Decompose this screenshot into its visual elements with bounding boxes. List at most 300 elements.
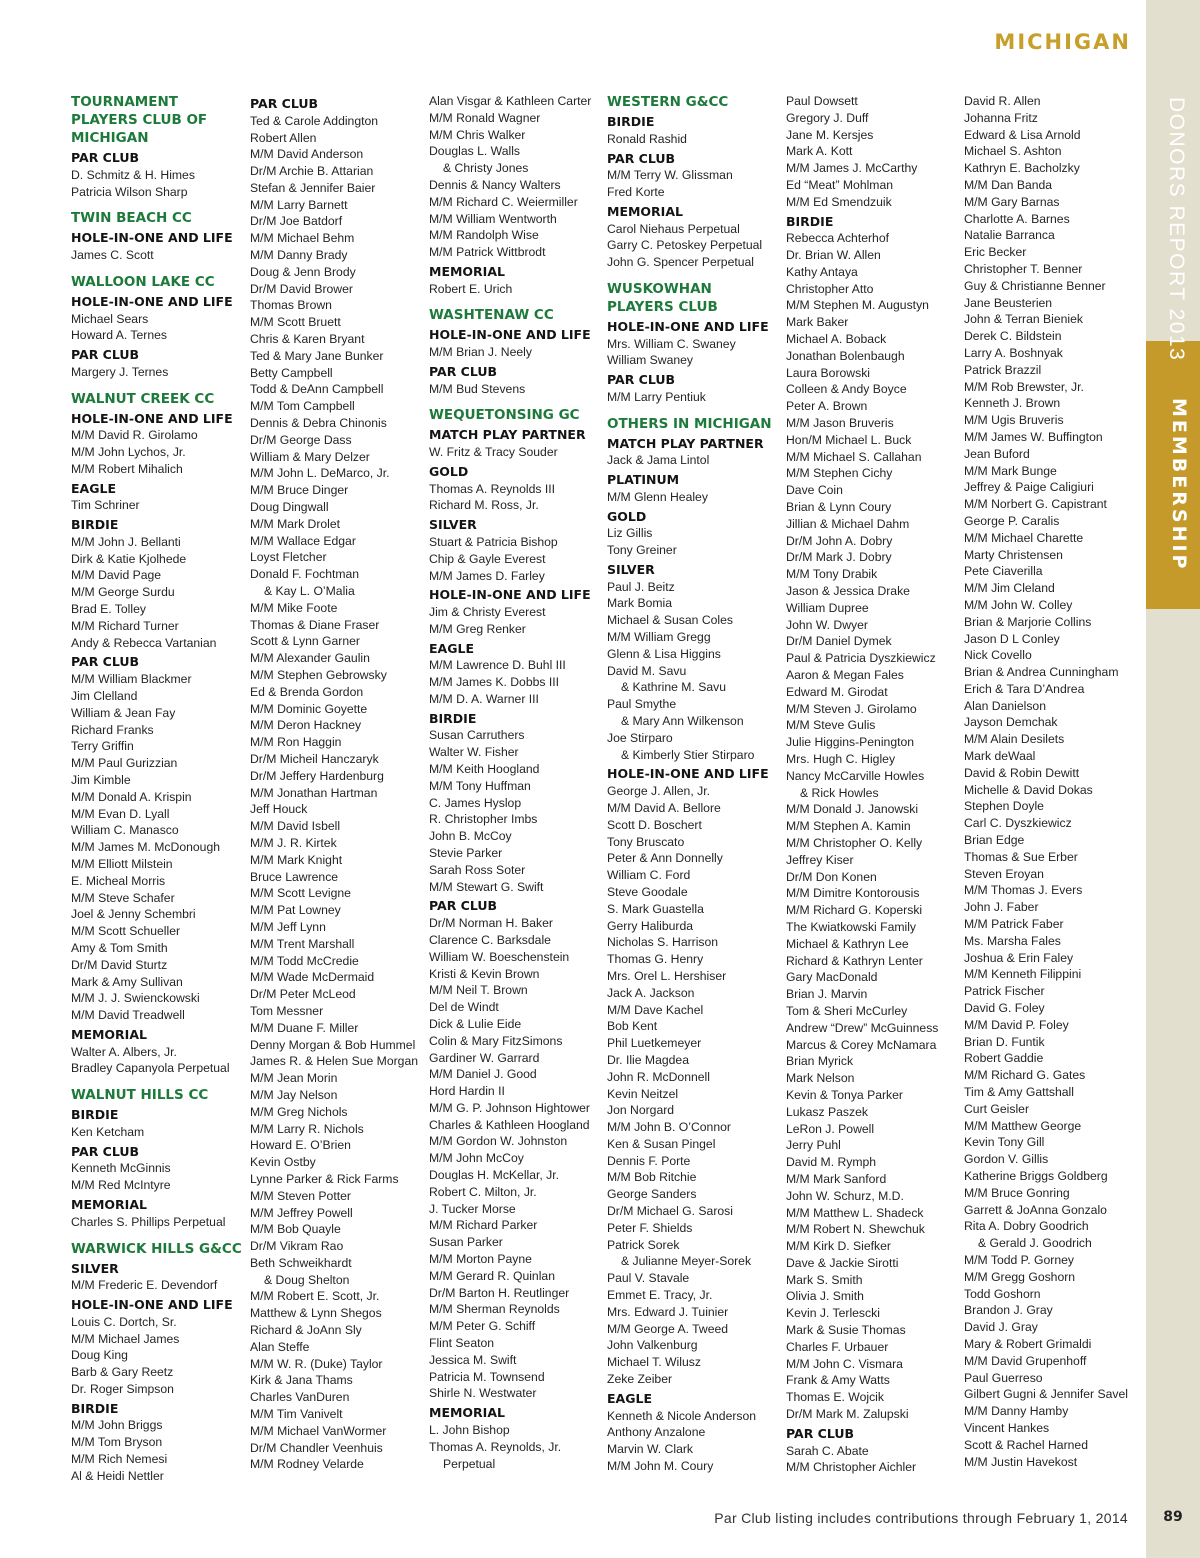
donor-name: Kevin Tony Gill: [964, 1135, 1045, 1150]
club-heading: WALLOON LAKE CC: [71, 273, 215, 290]
donor-name: James C. Scott: [71, 248, 154, 262]
giving-level: HOLE-IN-ONE AND LIFE: [71, 1297, 233, 1312]
giving-level: MEMORIAL: [71, 1197, 147, 1212]
donor-name-continued: & Julianne Meyer-Sorek: [621, 1254, 752, 1269]
donor-name: M/M Evan D. Lyall: [71, 806, 170, 821]
donor-name: Nancy McCarville Howles: [786, 768, 925, 783]
donor-name: Zeke Zeiber: [607, 1372, 673, 1387]
donor-name: Dennis F. Porte: [607, 1153, 691, 1168]
donor-name: M/M James D. Farley: [429, 568, 545, 583]
donor-name: M/M Wallace Edgar: [250, 533, 356, 548]
donor-name: Kenneth J. Brown: [964, 396, 1061, 411]
donor-name: William Dupree: [786, 600, 869, 615]
donor-name: Carl C. Dyszkiewicz: [964, 816, 1072, 831]
giving-level: HOLE-IN-ONE AND LIFE: [607, 766, 769, 782]
donor-name: Dr/M Joe Batdorf: [250, 214, 343, 229]
donor-name: Del de Windt: [429, 1000, 499, 1015]
donor-name: Michael S. Ashton: [964, 144, 1062, 159]
donor-name: M/M Jay Nelson: [250, 1087, 338, 1102]
donor-name: Tim & Amy Gattshall: [964, 1085, 1074, 1100]
donor-name: M/M Tom Bryson: [71, 1435, 163, 1450]
donor-name: M/M George A. Tweed: [607, 1321, 729, 1336]
donor-name: William & Mary Delzer: [250, 449, 370, 464]
donor-name: Mark Nelson: [786, 1071, 855, 1086]
donor-name: Dr/M Archie B. Attarian: [250, 164, 374, 179]
donor-name: M/M Jason Bruveris: [786, 416, 894, 431]
donor-name: M/M Scott Schueller: [71, 924, 181, 939]
donor-name: M/M Larry Barnett: [250, 197, 348, 212]
giving-level: MEMORIAL: [429, 263, 505, 279]
donor-name: L. John Bishop: [429, 1422, 510, 1437]
donor-name: M/M W. R. (Duke) Taylor: [250, 1356, 383, 1371]
donor-name: Hord Hardin II: [429, 1084, 505, 1099]
donor-name: Larry A. Boshnyak: [964, 345, 1063, 360]
donor-name: Terry Griffin: [71, 739, 134, 754]
giving-level: HOLE-IN-ONE AND LIFE: [71, 410, 233, 426]
donor-name: M/M Lawrence D. Buhl III: [429, 658, 566, 673]
donor-name: M/M Robert E. Scott, Jr.: [250, 1289, 380, 1304]
donor-name: Marcus & Corey McNamara: [786, 1037, 937, 1052]
donor-name: Gary MacDonald: [786, 970, 878, 985]
donor-name: M/M Scott Levigne: [250, 886, 351, 901]
donor-name: Chris & Karen Bryant: [250, 332, 365, 347]
donor-name: Dr/M Don Konen: [786, 869, 877, 884]
donor-name: Peter A. Brown: [786, 399, 868, 414]
donor-name-continued: & Gerald J. Goodrich: [978, 1236, 1092, 1251]
donor-name: M/M Steve Schafer: [71, 890, 175, 905]
giving-level: HOLE-IN-ONE AND LIFE: [71, 230, 233, 246]
donor-name: M/M Danny Hamby: [964, 1404, 1069, 1419]
donor-name: M/M Deron Hackney: [250, 718, 362, 733]
donor-name: M/M Alain Desilets: [964, 732, 1065, 747]
donor-name: Charles F. Urbauer: [786, 1339, 889, 1354]
donor-name: John W. Dwyer: [786, 617, 868, 632]
donor-name: Thomas G. Henry: [607, 952, 704, 967]
donor-name: Mary & Robert Grimaldi: [964, 1336, 1092, 1351]
giving-level: PAR CLUB: [429, 363, 498, 379]
donor-name: Andrew “Drew” McGuinness: [786, 1020, 939, 1035]
club-heading: WASHTENAW CC: [429, 307, 554, 324]
donor-name: M/M George Surdu: [71, 585, 175, 600]
donor-name: M/M Jonathan Hartman: [250, 785, 378, 800]
donor-name-continued: & Rick Howles: [800, 785, 879, 800]
donor-name: Douglas H. McKellar, Jr.: [429, 1168, 560, 1183]
donor-name: M/M Randolph Wise: [429, 228, 539, 243]
donor-name: Patricia M. Townsend: [429, 1369, 545, 1384]
donor-name: Doug & Jenn Brody: [250, 264, 356, 279]
donor-name: M/M G. P. Johnson Hightower: [429, 1100, 590, 1115]
donor-name: Dr/M George Dass: [250, 432, 352, 447]
donor-name: Kenneth McGinnis: [71, 1161, 171, 1176]
donor-name: Vincent Hankes: [964, 1420, 1050, 1435]
donor-name: Dr/M Daniel Dymek: [786, 634, 892, 649]
donor-name: John & Terran Bieniek: [964, 312, 1084, 327]
donor-name: David M. Rymph: [786, 1155, 877, 1170]
giving-level: BIRDIE: [71, 1107, 119, 1123]
donor-name: William & Jean Fay: [71, 705, 176, 720]
donor-name: Gordon V. Gillis: [964, 1152, 1049, 1167]
page-number: 89: [1163, 1509, 1183, 1525]
club-heading: TWIN BEACH CC: [71, 210, 192, 227]
donor-name: D. Schmitz & H. Himes: [71, 167, 195, 182]
donor-name: M/M David A. Bellore: [607, 800, 721, 815]
donor-name: Richard Franks: [71, 722, 154, 737]
donor-name: Dr. Roger Simpson: [71, 1381, 174, 1396]
donor-name: Tim Schriner: [71, 498, 140, 513]
donor-name: Jason & Jessica Drake: [786, 584, 910, 599]
donor-name: M/M David Anderson: [250, 147, 364, 162]
report-title: DONORS REPORT 2013: [1165, 97, 1188, 362]
donor-name: LeRon J. Powell: [786, 1121, 875, 1136]
donor-name: Joel & Jenny Schembri: [71, 907, 196, 922]
club-heading: WESTERN G&CC: [607, 94, 729, 110]
donor-name: M/M David Page: [71, 568, 162, 583]
donor-name: Edward M. Girodat: [786, 684, 888, 699]
donor-name: M/M William Blackmer: [71, 672, 192, 687]
donor-name: William W. Boeschenstein: [429, 949, 570, 964]
donor-name: Nicholas S. Harrison: [607, 935, 719, 950]
donor-name: Jim & Christy Everest: [429, 605, 546, 620]
donor-name: Jim Kimble: [71, 772, 131, 787]
donor-column-5: [786, 93, 958, 1476]
donor-name: Charles & Kathleen Hoogland: [429, 1117, 590, 1132]
donor-name: M/M Patrick Faber: [964, 917, 1064, 932]
giving-level: EAGLE: [71, 480, 116, 496]
donor-name: M/M Dominic Goyette: [250, 701, 368, 716]
donor-name: M/M David P. Foley: [964, 1017, 1069, 1032]
donor-name: Donald F. Fochtman: [250, 567, 360, 582]
donor-name: Jayson Demchak: [964, 715, 1058, 730]
donor-name: M/M David Treadwell: [71, 1008, 185, 1023]
giving-level: SILVER: [429, 517, 477, 533]
donor-name: Patrick Brazzil: [964, 362, 1042, 377]
donor-name: Dr. Brian W. Allen: [786, 248, 881, 263]
donor-name: Sarah Ross Soter: [429, 862, 526, 877]
donor-name: Richard & JoAnn Sly: [250, 1323, 362, 1338]
donor-name: Tony Bruscato: [607, 834, 685, 849]
donor-name: Gregory J. Duff: [786, 110, 869, 125]
donor-name: M/M Thomas J. Evers: [964, 883, 1083, 898]
donor-name: M/M Michael Behm: [250, 231, 355, 246]
donor-name: M/M Michael Charette: [964, 530, 1084, 545]
donor-name: M/M Gordon W. Johnston: [429, 1134, 568, 1149]
donor-name: William C. Ford: [607, 868, 691, 883]
donor-name: M/M Tony Drabik: [786, 567, 878, 582]
donor-name: Guy & Christianne Benner: [964, 278, 1106, 293]
giving-level: BIRDIE: [429, 710, 477, 726]
donor-name: Glenn & Lisa Higgins: [607, 646, 721, 661]
giving-level: PLATINUM: [607, 472, 680, 488]
club-heading: WEQUETONSING GC: [429, 407, 580, 424]
donor-name: Todd & DeAnn Campbell: [250, 382, 384, 397]
donor-name: M/M Steven Potter: [250, 1188, 351, 1203]
giving-level: MEMORIAL: [607, 203, 683, 219]
donor-name: Dr/M Mark M. Zalupski: [786, 1407, 909, 1422]
donor-name: M/M Greg Renker: [429, 621, 526, 636]
donor-name: Carol Niehaus Perpetual: [607, 221, 740, 236]
donor-name: Andy & Rebecca Vartanian: [71, 635, 217, 650]
donor-name: M/M John M. Coury: [607, 1458, 714, 1473]
donor-name: M/M Frederic E. Devendorf: [71, 1278, 218, 1293]
donor-name: Susan Parker: [429, 1235, 503, 1250]
giving-level: PAR CLUB: [71, 150, 140, 165]
donor-name: Kathy Antaya: [786, 264, 858, 279]
donor-name: Robert E. Urich: [429, 281, 513, 296]
donor-name: Curt Geisler: [964, 1101, 1030, 1116]
donor-name: Paul & Patricia Dyszkiewicz: [786, 651, 936, 666]
giving-level: MATCH PLAY PARTNER: [607, 435, 764, 451]
donor-name: M/M Stephen M. Augustyn: [786, 298, 929, 313]
giving-level: HOLE-IN-ONE AND LIFE: [71, 293, 233, 309]
donor-name: Stefan & Jennifer Baier: [250, 180, 376, 195]
giving-level: HOLE-IN-ONE AND LIFE: [607, 318, 769, 334]
donor-name: Brian D. Funtik: [964, 1034, 1045, 1049]
donor-name: James R. & Helen Sue Morgan: [250, 1054, 418, 1069]
donor-name: M/M Michael VanWormer: [250, 1423, 387, 1438]
donor-name: Dr/M Norman H. Baker: [429, 916, 553, 931]
donor-name: W. Fritz & Tracy Souder: [429, 445, 558, 460]
donor-name: Mark A. Kott: [786, 144, 853, 159]
donor-name: Tom & Sheri McCurley: [786, 1003, 908, 1018]
giving-level: PAR CLUB: [786, 1425, 855, 1441]
donor-name: M/M Stephen Cichy: [786, 466, 893, 481]
donor-name: Brian & Marjorie Collins: [964, 614, 1092, 629]
donor-name: Loyst Fletcher: [250, 550, 327, 565]
donor-name: Paul V. Stavale: [607, 1271, 690, 1286]
donor-name: M/M Dimitre Kontorousis: [786, 886, 920, 901]
giving-level: BIRDIE: [71, 1400, 119, 1416]
donor-name: Eric Becker: [964, 245, 1027, 260]
donor-name: M/M Steven J. Girolamo: [786, 701, 917, 716]
donor-name: Rebecca Achterhof: [786, 231, 889, 246]
donor-name: Julie Higgins-Penington: [786, 735, 915, 750]
donor-name: M/M Norbert G. Capistrant: [964, 497, 1107, 512]
giving-level: HOLE-IN-ONE AND LIFE: [429, 587, 591, 603]
donor-name: Ed “Meat” Mohlman: [786, 177, 894, 192]
donor-name: Steve Goodale: [607, 884, 688, 899]
donor-name: Charlotte A. Barnes: [964, 211, 1070, 226]
donor-name: Patricia Wilson Sharp: [71, 184, 188, 199]
section-title: MICHIGAN: [994, 30, 1131, 54]
donor-name-continued: Perpetual: [443, 1456, 496, 1471]
donor-name: Mark & Susie Thomas: [786, 1323, 906, 1338]
donor-name: Dave & Jackie Sirotti: [786, 1255, 899, 1270]
donor-name: Paul Guerreso: [964, 1370, 1043, 1385]
donor-name: Dr/M Jeffery Hardenburg: [250, 768, 384, 783]
donor-name: Paul J. Beitz: [607, 579, 675, 594]
donor-name: Jane M. Kersjes: [786, 127, 874, 142]
donor-name: M/M Elliott Milstein: [71, 856, 173, 871]
donor-name: M/M William Wentworth: [429, 211, 557, 226]
donor-name: M/M Danny Brady: [250, 248, 348, 263]
donor-name: Brian Myrick: [786, 1054, 854, 1069]
donor-name: M/M Sherman Reynolds: [429, 1302, 560, 1317]
giving-level: PAR CLUB: [607, 372, 676, 388]
donor-name-continued: & Doug Shelton: [264, 1272, 350, 1287]
donor-name: Dr/M Peter McLeod: [250, 987, 356, 1002]
donor-name: Frank & Amy Watts: [786, 1373, 890, 1388]
donor-name: Kristi & Kevin Brown: [429, 966, 540, 981]
giving-level: MEMORIAL: [429, 1405, 505, 1421]
membership-tab-label: MEMBERSHIP: [1168, 398, 1190, 572]
donor-name: Joe Stirparo: [607, 730, 673, 745]
donor-name: Steven Eroyan: [964, 866, 1044, 881]
donor-name: Tom Messner: [250, 1003, 324, 1018]
donor-name: M/M Richard Parker: [429, 1218, 538, 1233]
donor-name: Clarence C. Barksdale: [429, 932, 551, 947]
donor-name: Howard E. O’Brien: [250, 1138, 351, 1153]
donor-name: Dennis & Debra Chinonis: [250, 416, 387, 431]
donor-name: M/M Bruce Gonring: [964, 1185, 1070, 1200]
donor-name: John B. McCoy: [429, 829, 512, 844]
donor-name: M/M Michael James: [71, 1331, 180, 1346]
donor-name: Peter & Ann Donnelly: [607, 851, 723, 866]
donor-name: Mrs. Edward J. Tuinier: [607, 1304, 729, 1319]
donor-name: M/M James K. Dobbs III: [429, 675, 560, 690]
donor-name: Hon/M Michael L. Buck: [786, 432, 912, 447]
donor-name: Paul Dowsett: [786, 94, 858, 108]
donor-name: William C. Manasco: [71, 823, 179, 838]
donor-name: Brian J. Marvin: [786, 987, 868, 1002]
donor-name: Thomas A. Reynolds, Jr.: [429, 1439, 562, 1454]
giving-level: PAR CLUB: [429, 898, 498, 914]
donor-name: Rita A. Dobry Goodrich: [964, 1219, 1089, 1234]
donor-name: M/M Alexander Gaulin: [250, 651, 370, 666]
donor-name: Michael & Susan Coles: [607, 613, 733, 628]
donor-name: Garry C. Petoskey Perpetual: [607, 238, 763, 253]
donor-name: M/M Kirk D. Siefker: [786, 1239, 891, 1254]
donor-name: Jean Buford: [964, 446, 1030, 461]
donor-name: Ms. Marsha Fales: [964, 933, 1061, 948]
donor-name-continued: & Christy Jones: [443, 161, 529, 176]
donor-name: Alan Steffe: [250, 1339, 310, 1354]
donor-name: Alan Danielson: [964, 698, 1046, 713]
giving-level: EAGLE: [607, 1390, 652, 1406]
donor-name: Katherine Briggs Goldberg: [964, 1169, 1108, 1183]
giving-level: GOLD: [429, 463, 469, 479]
donor-name: Michael T. Wilusz: [607, 1355, 701, 1370]
donor-name: Dick & Lulie Eide: [429, 1016, 522, 1031]
donor-name: Susan Carruthers: [429, 728, 525, 743]
donor-name: M/M Peter G. Schiff: [429, 1319, 536, 1334]
donor-name: Marty Christensen: [964, 547, 1063, 562]
donor-name: Brian & Andrea Cunningham: [964, 665, 1119, 680]
donor-name: Amy & Tom Smith: [71, 940, 168, 955]
donor-name: Douglas L. Walls: [429, 144, 520, 159]
giving-level: HOLE-IN-ONE AND LIFE: [429, 327, 591, 343]
donor-name: George Sanders: [607, 1187, 697, 1202]
donor-column-1: [71, 93, 243, 1485]
donor-name: M/M John Lychos, Jr.: [71, 445, 186, 460]
donor-name: Colleen & Andy Boyce: [786, 382, 907, 397]
donor-name: Howard A. Ternes: [71, 328, 167, 343]
donor-name: M/M Donald A. Krispin: [71, 789, 192, 804]
donor-name: M/M Tim Vanivelt: [250, 1407, 343, 1422]
donor-name: Michael Sears: [71, 311, 149, 326]
donor-name: Charles S. Phillips Perpetual: [71, 1214, 226, 1229]
donor-name: Jon Norgard: [607, 1103, 675, 1118]
donor-name: Thomas E. Wojcik: [786, 1390, 884, 1405]
donor-name: Peter F. Shields: [607, 1220, 693, 1235]
donor-column-6: [964, 93, 1136, 1470]
donor-name: M/M Ed Smendzuik: [786, 194, 892, 209]
giving-level: PAR CLUB: [607, 150, 676, 166]
donor-name: Robert Allen: [250, 130, 317, 145]
donor-name: M/M John C. Vismara: [786, 1356, 903, 1371]
donor-name: M/M David Grupenhoff: [964, 1353, 1087, 1368]
donor-name: Ronald Rashid: [607, 131, 687, 146]
donor-name: Al & Heidi Nettler: [71, 1468, 164, 1483]
giving-level: PAR CLUB: [71, 654, 140, 670]
donor-name: M/M Rob Brewster, Jr.: [964, 379, 1084, 394]
donor-name: Kevin J. Terlescki: [786, 1306, 880, 1321]
donor-name: Emmet E. Tracy, Jr.: [607, 1288, 713, 1303]
donor-name: M/M Pat Lowney: [250, 903, 341, 918]
donor-name: Mark Bomia: [607, 596, 673, 611]
donor-name: Thomas & Sue Erber: [964, 849, 1078, 864]
donor-name: M/M Gerard R. Quinlan: [429, 1268, 555, 1283]
donor-name: John W. Schurz, M.D.: [786, 1188, 904, 1203]
donor-name: Doug Dingwall: [250, 500, 329, 515]
donor-column-4: [607, 93, 779, 1475]
donor-name: Richard M. Ross, Jr.: [429, 498, 539, 513]
donor-name: Michelle & David Dokas: [964, 782, 1093, 797]
donor-name: E. Micheal Morris: [71, 873, 166, 888]
donor-name: Barb & Gary Reetz: [71, 1365, 174, 1380]
donor-name: M/M Tony Huffman: [429, 778, 531, 793]
donor-name: M/M John W. Colley: [964, 597, 1073, 612]
donor-name: Stevie Parker: [429, 846, 503, 861]
donor-name: Natalie Barranca: [964, 228, 1055, 243]
donor-name: Christopher Atto: [786, 281, 874, 296]
donor-name: Thomas A. Reynolds III: [429, 481, 555, 496]
donor-name: Lynne Parker & Rick Farms: [250, 1171, 399, 1186]
donor-name: Paul Smythe: [607, 697, 677, 712]
donor-name: The Kwiatkowski Family: [786, 919, 917, 934]
giving-level: PAR CLUB: [71, 347, 140, 363]
donor-name: Dr/M Vikram Rao: [250, 1239, 344, 1254]
donor-name: M/M Richard G. Gates: [964, 1068, 1086, 1083]
donor-name: Dr/M David Brower: [250, 281, 353, 296]
donor-name: Margery J. Ternes: [71, 364, 169, 379]
donor-name: Dr/M John A. Dobry: [786, 533, 893, 548]
donor-name: David R. Allen: [964, 94, 1041, 108]
donor-name: S. Mark Guastella: [607, 901, 704, 916]
donor-name: M/M Duane F. Miller: [250, 1020, 359, 1035]
donor-name: M/M Justin Havekost: [964, 1454, 1078, 1469]
donor-name: Laura Borowski: [786, 365, 870, 380]
donor-name: Joshua & Erin Faley: [964, 950, 1074, 965]
donor-name: M/M Jim Cleland: [964, 581, 1055, 596]
giving-level: BIRDIE: [607, 114, 655, 129]
giving-level: MEMORIAL: [71, 1026, 147, 1042]
donor-name: Liz Gillis: [607, 526, 653, 541]
donor-name: M/M John Briggs: [71, 1418, 163, 1433]
donor-name: Jeff Houck: [250, 802, 308, 817]
donor-name: M/M Rich Nemesi: [71, 1451, 168, 1466]
donor-name: John Valkenburg: [607, 1338, 698, 1353]
donor-name: Fred Korte: [607, 185, 665, 199]
donor-name: Gardiner W. Garrard: [429, 1050, 540, 1065]
donor-name: Pete Ciaverilla: [964, 564, 1043, 579]
donor-name: Alan Visgar & Kathleen Carter: [429, 94, 592, 108]
donor-name: Dr/M Michael G. Sarosi: [607, 1204, 733, 1219]
donor-name: M/M Daniel J. Good: [429, 1067, 537, 1082]
donor-name: William Swaney: [607, 353, 694, 368]
donor-name: Nick Covello: [964, 648, 1032, 663]
donor-name: M/M Bud Stevens: [429, 381, 526, 396]
donor-name: Thomas Brown: [250, 298, 332, 313]
